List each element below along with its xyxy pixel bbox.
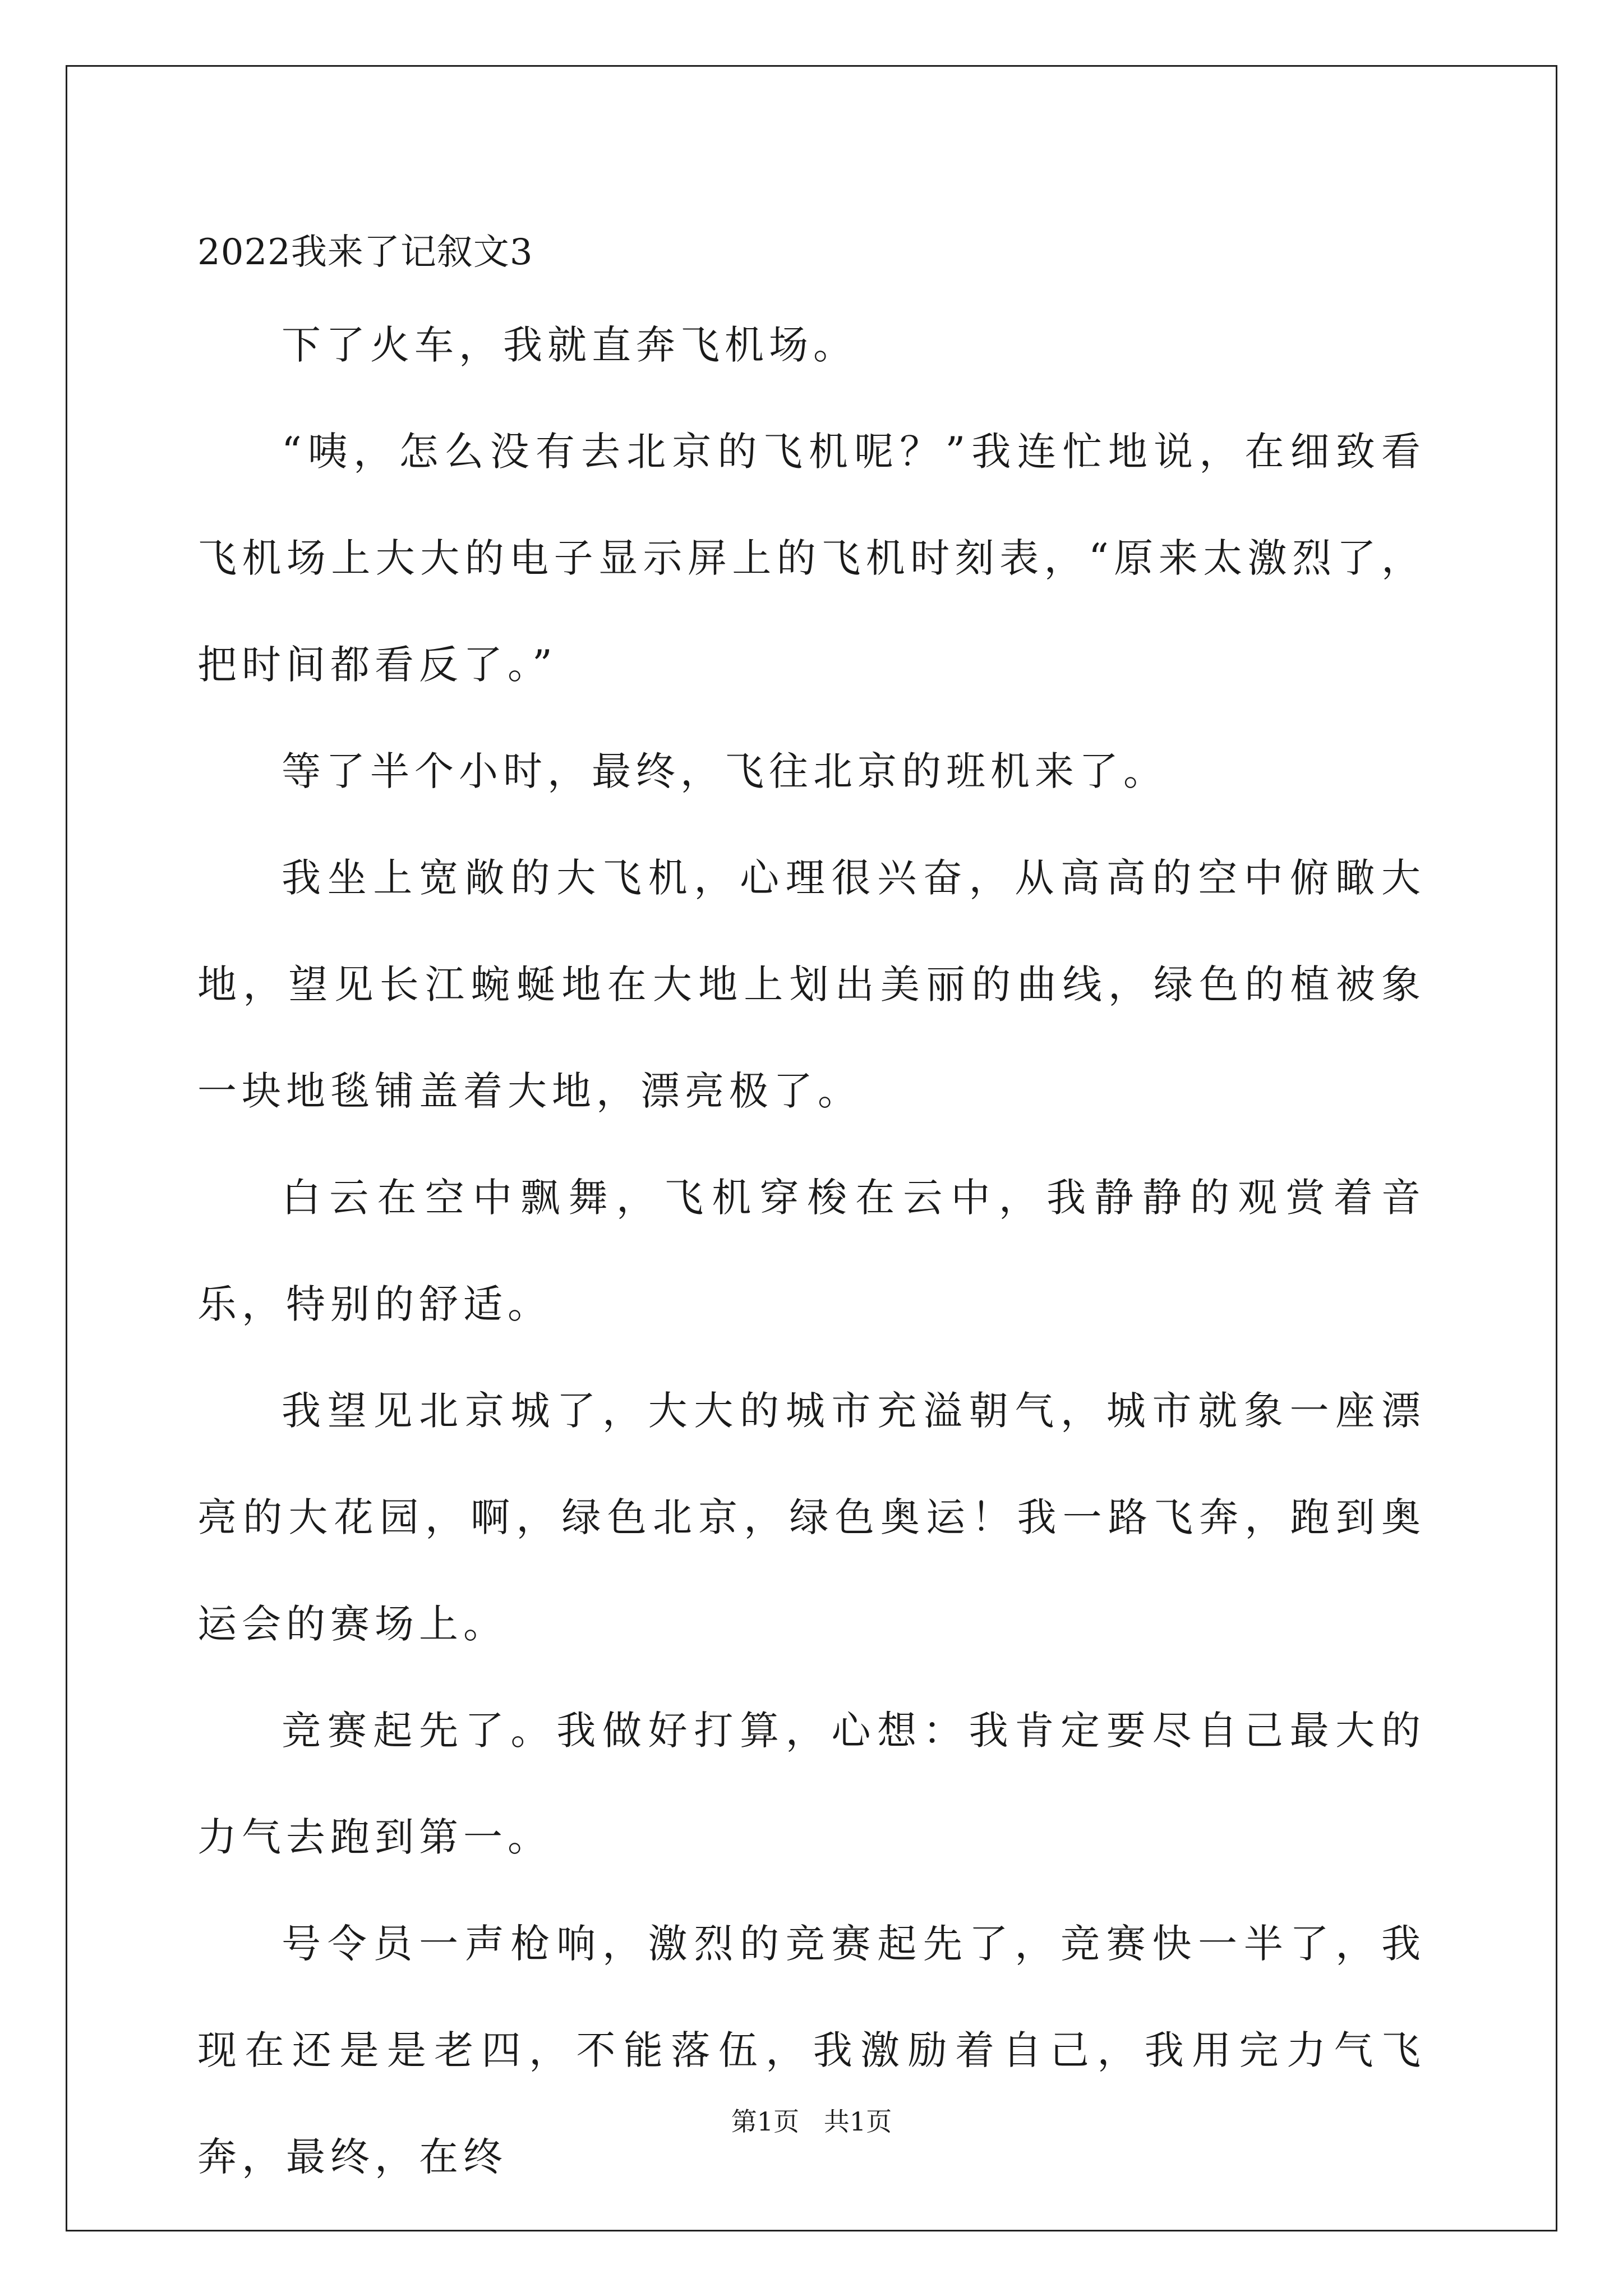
paragraph-2: “咦，怎么没有去北京的飞机呢？”我连忙地说，在细致看飞机场上大大的电子显示屏上的飞机时刻表，“原来太激烈了，把时间都看反了。”: [197, 429, 1426, 688]
page-number-footer: 第1页 共1页: [731, 2106, 892, 2137]
paragraph-4: 我坐上宽敞的大飞机，心理很兴奋，从高高的空中俯瞰大地，望见长江蜿蜒地在大地上划出美丽的曲线，绿色的植被象一块地毯铺盖着大地，漂亮极了。: [197, 855, 1426, 1114]
paragraph-3: 等了半个小时，最终，飞往北京的班机来了。: [282, 748, 1168, 794]
paragraph-6: 我望见北京城了，大大的城市充溢朝气，城市就象一座漂亮的大花园，啊，绿色北京，绿色奥运！我一路飞奔，跑到奥运会的赛场上。: [197, 1388, 1426, 1647]
paragraph-1: 下了火车，我就直奔飞机场。: [282, 322, 857, 368]
paragraph-8: 号令员一声枪响，激烈的竞赛起先了，竞赛快一半了，我现在还是是老四，不能落伍，我激励着自己，我用完力气飞奔，最终，在终: [197, 1921, 1426, 2180]
paragraph-7: 竞赛起先了。我做好打算，心想：我肯定要尽自己最大的力气去跑到第一。: [197, 1708, 1426, 1860]
paragraph-5: 白云在空中飘舞，飞机穿梭在云中，我静静的观赏着音乐，特别的舒适。: [197, 1175, 1426, 1327]
document-title: 2022我来了记叙文3: [197, 232, 533, 273]
document-body: [197, 292, 1426, 2210]
